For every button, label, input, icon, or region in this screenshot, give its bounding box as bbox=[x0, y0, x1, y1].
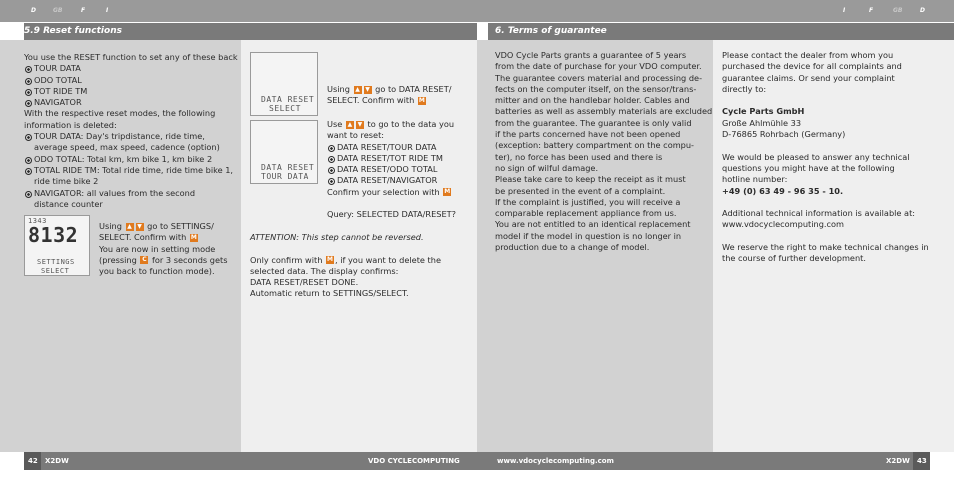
contact-line: Please contact the dealer from whom you bbox=[722, 50, 894, 60]
company-name: Cycle Parts GmbH bbox=[722, 106, 805, 117]
down-key-icon: ▼ bbox=[365, 85, 370, 93]
deleted-item: ODO TOTAL: Total km, km bike 1, km bike 2 bbox=[24, 154, 238, 165]
lang-tab-gb-right[interactable]: GB bbox=[893, 7, 903, 14]
contact-line: guarantee claims. Or send your complaint bbox=[722, 72, 895, 83]
reset-option: DATA RESET/TOT RIDE TM bbox=[327, 153, 456, 164]
guarantee-line: from the guarantee. The guarantee is only valid bbox=[495, 117, 692, 128]
guarantee-line: If the complaint is justified, you will receive a bbox=[495, 196, 681, 207]
page-number-right: 43 bbox=[917, 457, 927, 465]
lang-tab-i-right[interactable]: I bbox=[843, 7, 846, 14]
model-name-left: X2DW bbox=[45, 457, 69, 465]
guarantee-text bbox=[495, 50, 712, 253]
list-item: TOUR DATA bbox=[24, 63, 238, 74]
model-name-right: X2DW bbox=[886, 457, 910, 465]
down-key-icon: ▼ bbox=[137, 222, 142, 230]
text: Only confirm with bbox=[250, 254, 323, 265]
pleased-line: hotline number: bbox=[722, 174, 788, 185]
data-reset-lcd-image bbox=[250, 52, 318, 116]
lcd-small-digits: 1343 bbox=[28, 217, 47, 225]
text: Using bbox=[99, 221, 122, 231]
only-line: selected data. The display confirms: bbox=[250, 265, 399, 276]
text: Using bbox=[327, 84, 350, 94]
deleted-item-cont: average speed, max speed, cadence (option) bbox=[34, 142, 220, 153]
lcd-label: DATA RESET bbox=[261, 163, 315, 172]
guarantee-line: (exception: battery compartment on the compu- bbox=[495, 140, 695, 151]
lang-tab-d-right[interactable]: D bbox=[920, 7, 925, 14]
guarantee-line: The guarantee covers material and processing de- bbox=[495, 72, 703, 83]
deleted-item-cont: distance counter bbox=[34, 198, 103, 209]
guarantee-line: no sign of wilful damage. bbox=[495, 162, 599, 173]
only-line: Automatic return to SETTINGS/SELECT. bbox=[250, 288, 409, 299]
press-line: you back to function mode). bbox=[99, 266, 215, 277]
guarantee-line: mitter and on the handlebar holder. Cables and bbox=[495, 95, 690, 106]
footer-url[interactable]: www.vdocyclecomputing.com bbox=[497, 457, 614, 465]
page-number-left: 42 bbox=[28, 457, 38, 465]
guarantee-line: model if the model in question is no longer in bbox=[495, 230, 682, 241]
lang-tab-gb[interactable]: GB bbox=[53, 7, 63, 14]
deleted-item: TOUR DATA: Day's tripdistance, ride time, bbox=[24, 131, 238, 142]
top-bar-right bbox=[477, 0, 954, 22]
address-city: D-76865 Rohrbach (Germany) bbox=[722, 129, 846, 140]
reset-option: DATA RESET/TOUR DATA bbox=[327, 142, 456, 153]
with-line: With the respective reset modes, the following bbox=[24, 108, 216, 119]
brand-name: VDO CYCLECOMPUTING bbox=[368, 457, 460, 465]
reset-intro: You use the RESET function to set any of these back bbox=[24, 52, 238, 62]
list-item: ODO TOTAL bbox=[24, 75, 238, 86]
attention-line: ATTENTION: This step cannot be reversed. bbox=[250, 232, 424, 242]
deleted-item-cont: ride time bike 2 bbox=[34, 176, 99, 187]
lang-tab-i[interactable]: I bbox=[106, 7, 109, 14]
up-key-icon: ▲ bbox=[127, 222, 132, 230]
guarantee-line: fects on the computer itself, on the sensor/trans- bbox=[495, 83, 697, 94]
contact-line: directly to: bbox=[722, 83, 767, 94]
col2-using-text bbox=[327, 84, 451, 107]
contact-line: purchased the device for all complaints and bbox=[722, 61, 902, 72]
top-bar-left bbox=[0, 0, 477, 22]
address-street: Große Ahlmühle 33 bbox=[722, 117, 802, 128]
text: for 3 seconds gets bbox=[152, 254, 228, 265]
m-key-icon: M bbox=[418, 96, 425, 104]
deleted-item: TOTAL RIDE TM: Total ride time, ride time bike 1, bbox=[24, 165, 238, 176]
text: Use bbox=[327, 119, 343, 129]
guarantee-line: production due to a change of model. bbox=[495, 242, 650, 253]
text: SELECT. Confirm with bbox=[327, 95, 415, 106]
pleased-line: questions you might have at the following bbox=[722, 162, 895, 173]
c-key-icon: C bbox=[142, 256, 147, 264]
section-title-guarantee: 6. Terms of guarantee bbox=[495, 26, 607, 36]
reserve-line: the course of further development. bbox=[722, 253, 866, 264]
guarantee-line: comparable replacement appliance from us. bbox=[495, 208, 677, 219]
lcd-label: SELECT bbox=[269, 104, 301, 113]
section-title-reset: 5.9 Reset functions bbox=[24, 26, 122, 36]
want-line: want to reset: bbox=[327, 130, 385, 141]
guarantee-line: batteries as well as assembly materials are excluded bbox=[495, 106, 713, 117]
reserve-line: We reserve the right to make technical changes in bbox=[722, 242, 929, 253]
col1-using-text bbox=[99, 221, 227, 277]
reset-option: DATA RESET/NAVIGATOR bbox=[327, 175, 456, 186]
tour-data-lcd-image bbox=[250, 120, 318, 184]
with-line: information is deleted: bbox=[24, 119, 117, 130]
m-key-icon: M bbox=[327, 256, 333, 264]
lcd-label: DATA RESET bbox=[261, 95, 315, 104]
lcd-label: TOUR DATA bbox=[261, 172, 309, 181]
lang-tab-f-right[interactable]: F bbox=[869, 7, 874, 14]
up-key-icon: ▲ bbox=[355, 85, 360, 93]
guarantee-line: You are not entitled to an identical replacement bbox=[495, 219, 691, 230]
query-line: Query: SELECTED DATA/RESET? bbox=[327, 209, 456, 220]
settings-lcd-image bbox=[24, 215, 90, 276]
list-item: TOT RIDE TM bbox=[24, 86, 238, 97]
lang-tab-f[interactable]: F bbox=[81, 7, 86, 14]
col2-use-text bbox=[327, 119, 456, 221]
guarantee-line: if the parts concerned have not been opened bbox=[495, 129, 681, 140]
contact-text bbox=[722, 50, 929, 265]
reset-option: DATA RESET/ODO TOTAL bbox=[327, 164, 456, 175]
down-key-icon: ▼ bbox=[357, 120, 363, 128]
text: go to DATA RESET/ bbox=[375, 84, 452, 94]
col1-text bbox=[24, 52, 238, 210]
deleted-item: NAVIGATOR: all values from the second bbox=[24, 188, 238, 199]
lcd-label: SELECT bbox=[41, 267, 70, 275]
col2-attention-text bbox=[250, 232, 441, 300]
m-key-icon: M bbox=[444, 188, 451, 196]
guarantee-line: VDO Cycle Parts grants a guarantee of 5 years bbox=[495, 50, 687, 60]
guarantee-line: from the date of purchase for your VDO computer. bbox=[495, 61, 702, 72]
text: go to SETTINGS/ bbox=[147, 221, 214, 231]
additional-line: Additional technical information is available at: bbox=[722, 208, 916, 219]
list-item: NAVIGATOR bbox=[24, 97, 238, 108]
text: Confirm your selection with bbox=[327, 186, 440, 197]
guarantee-line: ter), no force has been used and there is bbox=[495, 151, 663, 162]
text: (pressing bbox=[99, 254, 137, 265]
guarantee-line: be presented in the event of a complaint. bbox=[495, 185, 666, 196]
only-line: DATA RESET/RESET DONE. bbox=[250, 277, 359, 288]
hotline-number: +49 (0) 63 49 - 96 35 - 10. bbox=[722, 185, 844, 196]
text: SELECT. Confirm with bbox=[99, 232, 187, 243]
lang-tab-d[interactable]: D bbox=[31, 7, 36, 14]
now-line: You are now in setting mode bbox=[99, 243, 216, 254]
text: , if you want to delete the bbox=[335, 254, 441, 265]
text: to go to the data you bbox=[367, 119, 455, 129]
m-key-icon: M bbox=[190, 233, 197, 241]
up-key-icon: ▲ bbox=[347, 120, 353, 128]
guarantee-line: Please take care to keep the receipt as it must bbox=[495, 174, 686, 185]
lcd-label: SETTINGS bbox=[37, 258, 75, 266]
website-link[interactable]: www.vdocyclecomputing.com bbox=[722, 219, 844, 230]
lcd-big-digits: 8132 bbox=[28, 223, 79, 247]
pleased-line: We would be pleased to answer any technical bbox=[722, 151, 910, 162]
